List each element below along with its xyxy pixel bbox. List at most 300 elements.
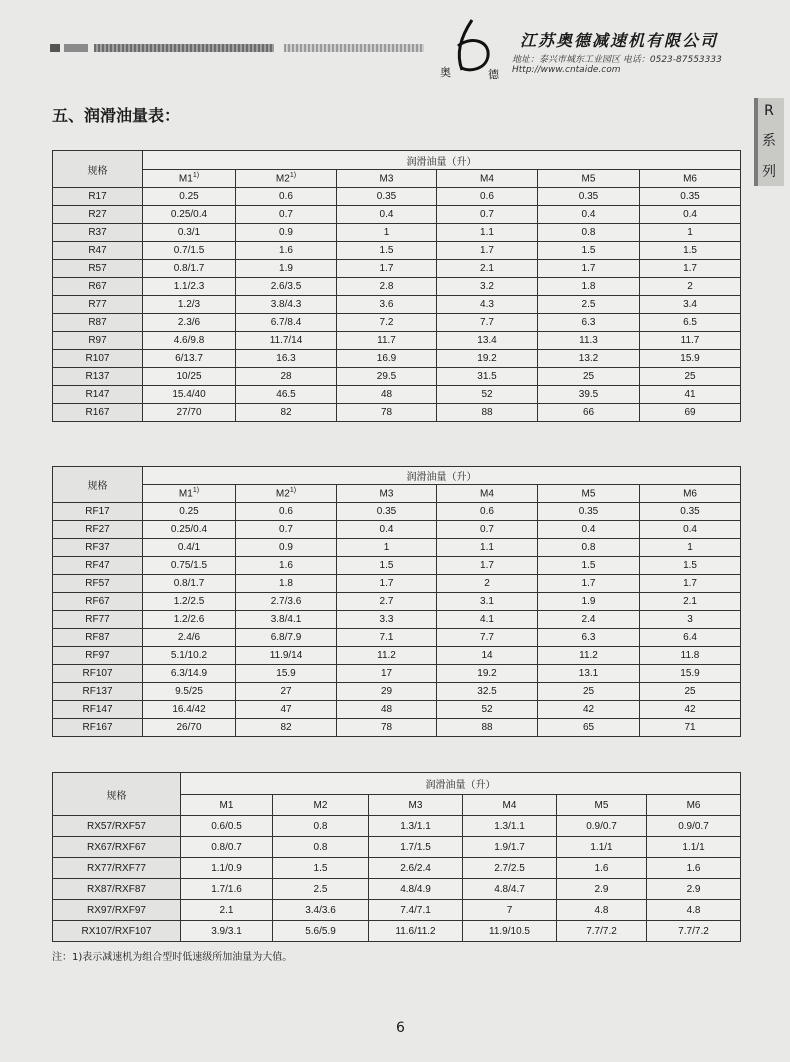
table-cell: 2.7 xyxy=(337,593,437,611)
table-cell: R27 xyxy=(53,206,143,224)
table-cell: 1.8 xyxy=(538,278,640,296)
table-row xyxy=(53,858,741,879)
header-stripe-3 xyxy=(94,44,274,52)
table-cell: 82 xyxy=(236,719,337,737)
table-cell: 0.9 xyxy=(236,224,337,242)
table-cell: 48 xyxy=(337,701,437,719)
table-cell: RF87 xyxy=(53,629,143,647)
table-cell: 0.4/1 xyxy=(143,539,236,557)
table-cell: 2.6/3.5 xyxy=(236,278,337,296)
table-row xyxy=(53,521,741,539)
column-header xyxy=(538,485,640,503)
table-cell: 0.35 xyxy=(538,188,640,206)
table-cell: 1.7 xyxy=(640,260,741,278)
table-cell: 4.8 xyxy=(557,900,647,921)
table-cell: 1.7 xyxy=(337,260,437,278)
table-row xyxy=(53,296,741,314)
table-cell: 9.5/25 xyxy=(143,683,236,701)
oil-table-rf-series xyxy=(52,466,741,737)
table-cell: 3.6 xyxy=(337,296,437,314)
table-cell: 4.8/4.9 xyxy=(369,879,463,900)
table-cell: 11.9/14 xyxy=(236,647,337,665)
column-header xyxy=(337,485,437,503)
table-row xyxy=(53,665,741,683)
table-cell: 1.5 xyxy=(640,557,741,575)
table-cell: 0.9/0.7 xyxy=(557,816,647,837)
table-cell: 42 xyxy=(640,701,741,719)
table-cell: 2.1 xyxy=(181,900,273,921)
table-cell: 1 xyxy=(337,224,437,242)
header-stripe-1 xyxy=(50,44,60,52)
table-cell: 1.7 xyxy=(538,575,640,593)
table-cell: 3.8/4.3 xyxy=(236,296,337,314)
company-logo xyxy=(436,18,508,80)
table-cell: 25 xyxy=(538,683,640,701)
table-cell: 1.9 xyxy=(236,260,337,278)
column-header xyxy=(181,795,273,816)
table-row xyxy=(53,242,741,260)
table-cell: 32.5 xyxy=(437,683,538,701)
oil-table-rx-series xyxy=(52,772,741,942)
table-cell: 2.9 xyxy=(557,879,647,900)
table-cell: 1.5 xyxy=(337,557,437,575)
table-cell: 4.8 xyxy=(647,900,741,921)
table-cell: 7.1 xyxy=(337,629,437,647)
table-row xyxy=(53,386,741,404)
table-row xyxy=(53,629,741,647)
table-row xyxy=(53,188,741,206)
table-cell: 6.8/7.9 xyxy=(236,629,337,647)
table-row xyxy=(53,701,741,719)
column-header xyxy=(143,485,236,503)
table-cell: 11.2 xyxy=(337,647,437,665)
table-cell: 82 xyxy=(236,404,337,422)
table-cell: 71 xyxy=(640,719,741,737)
table-cell: 0.7 xyxy=(437,206,538,224)
table-cell: 1.7 xyxy=(337,575,437,593)
header-stripe-4 xyxy=(284,44,424,52)
table-cell: 1.3/1.1 xyxy=(463,816,557,837)
table-cell: 1.9 xyxy=(538,593,640,611)
table-cell: 0.25 xyxy=(143,503,236,521)
table-cell: 0.6 xyxy=(437,188,538,206)
table-cell: R87 xyxy=(53,314,143,332)
table-cell: R167 xyxy=(53,404,143,422)
table-cell: 0.75/1.5 xyxy=(143,557,236,575)
table-cell: 1.6 xyxy=(557,858,647,879)
table-cell: RF97 xyxy=(53,647,143,665)
table-cell: 0.4 xyxy=(538,206,640,224)
table-cell: 0.7/1.5 xyxy=(143,242,236,260)
table-cell: 15.9 xyxy=(640,350,741,368)
table-cell: R147 xyxy=(53,386,143,404)
table-cell: RF137 xyxy=(53,683,143,701)
company-name: 江苏奥德减速机有限公司 xyxy=(520,31,719,50)
table-cell: 0.7 xyxy=(236,521,337,539)
table-cell: 1.9/1.7 xyxy=(463,837,557,858)
table-cell: 0.8 xyxy=(273,837,369,858)
table-cell: 4.8/4.7 xyxy=(463,879,557,900)
table-cell: 7 xyxy=(463,900,557,921)
table-cell: 2.8 xyxy=(337,278,437,296)
column-header-label: M3 xyxy=(379,488,394,500)
table-cell: 11.6/11.2 xyxy=(369,921,463,942)
table-cell: 1 xyxy=(640,224,741,242)
table-cell: 17 xyxy=(337,665,437,683)
column-header-footnote-mark: 1) xyxy=(289,487,297,495)
table-cell: RF107 xyxy=(53,665,143,683)
table-cell: 0.35 xyxy=(640,503,741,521)
table-cell: RF67 xyxy=(53,593,143,611)
table-cell: 1.2/3 xyxy=(143,296,236,314)
table-cell: 2.7/3.6 xyxy=(236,593,337,611)
table-row xyxy=(53,350,741,368)
table-cell: 78 xyxy=(337,719,437,737)
table-cell: 0.8 xyxy=(273,816,369,837)
column-header-label: M2 xyxy=(313,799,328,811)
table-cell: 1.7/1.6 xyxy=(181,879,273,900)
table-cell: 1.1/1 xyxy=(647,837,741,858)
table-cell: 2 xyxy=(437,575,538,593)
column-header-label: M4 xyxy=(480,173,494,185)
table-cell: 4.1 xyxy=(437,611,538,629)
table-cell: 1.2/2.6 xyxy=(143,611,236,629)
table-cell: 16.3 xyxy=(236,350,337,368)
column-header xyxy=(557,795,647,816)
table-cell: 1.5 xyxy=(538,557,640,575)
table-cell: 0.4 xyxy=(640,206,741,224)
table-cell: 28 xyxy=(236,368,337,386)
table-cell: 27 xyxy=(236,683,337,701)
table-row xyxy=(53,503,741,521)
column-header xyxy=(369,795,463,816)
table-cell: 0.6 xyxy=(437,503,538,521)
series-side-tab xyxy=(754,98,784,186)
table-cell: 1.1 xyxy=(437,539,538,557)
table-cell: 3.4/3.6 xyxy=(273,900,369,921)
table-cell: 15.4/40 xyxy=(143,386,236,404)
table-cell: 1.3/1.1 xyxy=(369,816,463,837)
table-cell: 25 xyxy=(640,368,741,386)
table-cell: 29 xyxy=(337,683,437,701)
table-cell: 7.2 xyxy=(337,314,437,332)
table-cell: 3.8/4.1 xyxy=(236,611,337,629)
table-cell: 0.4 xyxy=(640,521,741,539)
table-cell: 15.9 xyxy=(236,665,337,683)
table-cell: 11.7 xyxy=(640,332,741,350)
table-cell: 1.7/1.5 xyxy=(369,837,463,858)
table-cell: 1.1/2.3 xyxy=(143,278,236,296)
section-title: 五、润滑油量表： xyxy=(52,106,181,125)
table-cell: 2.1 xyxy=(640,593,741,611)
group-header: 润滑油量（升） xyxy=(143,151,741,170)
table-cell: 2.9 xyxy=(647,879,741,900)
group-header: 润滑油量（升） xyxy=(143,467,741,485)
table-cell: 11.7 xyxy=(337,332,437,350)
table-cell: R57 xyxy=(53,260,143,278)
table-cell: 1 xyxy=(337,539,437,557)
table-cell: RX67/RXF67 xyxy=(53,837,181,858)
table-cell: RF77 xyxy=(53,611,143,629)
header-stripe-2 xyxy=(64,44,88,52)
table-cell: RX97/RXF97 xyxy=(53,900,181,921)
table-cell: 0.4 xyxy=(337,521,437,539)
side-tab-bar xyxy=(754,98,758,186)
table-cell: 16.4/42 xyxy=(143,701,236,719)
table-cell: 7.7 xyxy=(437,629,538,647)
table-cell: 0.8 xyxy=(538,224,640,242)
table-cell: R137 xyxy=(53,368,143,386)
table-cell: 1.5 xyxy=(273,858,369,879)
logo-char-left: 奥 xyxy=(440,66,451,79)
table-cell: 0.35 xyxy=(337,503,437,521)
table-row xyxy=(53,314,741,332)
column-header-label: M5 xyxy=(581,173,596,185)
table-cell: 2.3/6 xyxy=(143,314,236,332)
table-cell: 1.5 xyxy=(640,242,741,260)
table-cell: 10/25 xyxy=(143,368,236,386)
table-cell: 69 xyxy=(640,404,741,422)
table-cell: RF27 xyxy=(53,521,143,539)
table-cell: 2.5 xyxy=(538,296,640,314)
table-cell: 13.4 xyxy=(437,332,538,350)
table-cell: 0.6 xyxy=(236,503,337,521)
table-cell: 78 xyxy=(337,404,437,422)
table-row xyxy=(53,575,741,593)
table-row xyxy=(53,206,741,224)
column-header xyxy=(337,170,437,188)
table-cell: 3.4 xyxy=(640,296,741,314)
table-cell: 6.4 xyxy=(640,629,741,647)
table-cell: 0.6 xyxy=(236,188,337,206)
column-header-label: M6 xyxy=(686,799,701,811)
table-cell: 1.2/2.5 xyxy=(143,593,236,611)
side-tab-char-1: 系 xyxy=(762,132,776,149)
table-cell: 46.5 xyxy=(236,386,337,404)
table-cell: 7.7 xyxy=(437,314,538,332)
table-row xyxy=(53,921,741,942)
table-row xyxy=(53,837,741,858)
table-cell: 1.7 xyxy=(640,575,741,593)
table-cell: 0.35 xyxy=(538,503,640,521)
table-cell: RF57 xyxy=(53,575,143,593)
column-header xyxy=(463,795,557,816)
column-header-label: M5 xyxy=(594,799,609,811)
table-cell: 11.7/14 xyxy=(236,332,337,350)
table-cell: 13.2 xyxy=(538,350,640,368)
table-cell: 26/70 xyxy=(143,719,236,737)
table-cell: 6.3 xyxy=(538,629,640,647)
table-cell: 27/70 xyxy=(143,404,236,422)
table-cell: 15.9 xyxy=(640,665,741,683)
column-header-footnote-mark: 1) xyxy=(289,172,297,180)
table-cell: 19.2 xyxy=(437,665,538,683)
spec-header: 规格 xyxy=(53,773,181,816)
table-cell: R77 xyxy=(53,296,143,314)
table-cell: 3.1 xyxy=(437,593,538,611)
table-cell: 0.3/1 xyxy=(143,224,236,242)
spec-header: 规格 xyxy=(53,467,143,503)
table-cell: 1.6 xyxy=(236,557,337,575)
table-cell: 1.5 xyxy=(337,242,437,260)
table-cell: 1 xyxy=(640,539,741,557)
table-cell: 1.7 xyxy=(538,260,640,278)
oil-table-r-series xyxy=(52,150,741,422)
table-cell: 29.5 xyxy=(337,368,437,386)
column-header-label: M1 xyxy=(178,488,193,500)
table-cell: 4.6/9.8 xyxy=(143,332,236,350)
table-cell: 6.3/14.9 xyxy=(143,665,236,683)
table-cell: 0.8 xyxy=(538,539,640,557)
table-cell: 1.5 xyxy=(538,242,640,260)
column-header xyxy=(437,485,538,503)
table-cell: 11.2 xyxy=(538,647,640,665)
table-cell: 11.3 xyxy=(538,332,640,350)
table-row xyxy=(53,557,741,575)
table-row xyxy=(53,683,741,701)
table-cell: 2 xyxy=(640,278,741,296)
table-cell: 41 xyxy=(640,386,741,404)
column-header-label: M2 xyxy=(275,173,290,185)
table-cell: 52 xyxy=(437,701,538,719)
table-cell: R97 xyxy=(53,332,143,350)
table-cell: 25 xyxy=(538,368,640,386)
column-header xyxy=(640,170,741,188)
side-tab-char-2: 列 xyxy=(762,163,776,180)
column-header-label: M1 xyxy=(219,799,234,811)
table-cell: RX87/RXF87 xyxy=(53,879,181,900)
table-cell: 52 xyxy=(437,386,538,404)
column-header-footnote-mark: 1) xyxy=(192,172,200,180)
table-cell: 6.7/8.4 xyxy=(236,314,337,332)
table-cell: 19.2 xyxy=(437,350,538,368)
spec-header: 规格 xyxy=(53,151,143,188)
table-cell: 0.8/1.7 xyxy=(143,260,236,278)
table-cell: 88 xyxy=(437,404,538,422)
table-cell: 0.25/0.4 xyxy=(143,521,236,539)
table-cell: RF47 xyxy=(53,557,143,575)
table-cell: 2.4/6 xyxy=(143,629,236,647)
table-cell: 0.9 xyxy=(236,539,337,557)
table-cell: 3.2 xyxy=(437,278,538,296)
table-row xyxy=(53,368,741,386)
column-header-label: M6 xyxy=(683,173,697,185)
table-row xyxy=(53,278,741,296)
table-row xyxy=(53,900,741,921)
table-row xyxy=(53,260,741,278)
table-cell: 5.6/5.9 xyxy=(273,921,369,942)
column-header xyxy=(437,170,538,188)
page-number: 6 xyxy=(396,1020,405,1036)
table-cell: 0.7 xyxy=(236,206,337,224)
table-row xyxy=(53,719,741,737)
table-cell: 6/13.7 xyxy=(143,350,236,368)
table-cell: 0.35 xyxy=(337,188,437,206)
table-cell: 42 xyxy=(538,701,640,719)
table-row xyxy=(53,539,741,557)
table-cell: 5.1/10.2 xyxy=(143,647,236,665)
table-row xyxy=(53,224,741,242)
table-cell: 0.25/0.4 xyxy=(143,206,236,224)
table-row xyxy=(53,593,741,611)
table-cell: RX57/RXF57 xyxy=(53,816,181,837)
table-row xyxy=(53,332,741,350)
table-cell: 3 xyxy=(640,611,741,629)
table-cell: 0.8/0.7 xyxy=(181,837,273,858)
table-cell: 7.4/7.1 xyxy=(369,900,463,921)
table-cell: 4.3 xyxy=(437,296,538,314)
group-header: 润滑油量（升） xyxy=(181,773,741,795)
table-cell: 0.4 xyxy=(337,206,437,224)
logo-char-right: 德 xyxy=(488,68,499,80)
table-cell: 2.5 xyxy=(273,879,369,900)
table-cell: 1.6 xyxy=(236,242,337,260)
table-cell: R17 xyxy=(53,188,143,206)
table-cell: RX107/RXF107 xyxy=(53,921,181,942)
column-header-label: M4 xyxy=(480,488,494,500)
column-header xyxy=(538,170,640,188)
table-cell: RF17 xyxy=(53,503,143,521)
column-header xyxy=(236,170,337,188)
table-cell: 0.8/1.7 xyxy=(143,575,236,593)
table-cell: 2.7/2.5 xyxy=(463,858,557,879)
company-website: Http://www.cntaide.com xyxy=(512,65,621,75)
table-cell: 25 xyxy=(640,683,741,701)
table-cell: 1.1/0.9 xyxy=(181,858,273,879)
column-header-footnote-mark: 1) xyxy=(192,487,200,495)
column-header xyxy=(273,795,369,816)
column-header-label: M5 xyxy=(581,488,596,500)
table-cell: 88 xyxy=(437,719,538,737)
column-header-label: M4 xyxy=(502,799,517,811)
table-cell: 11.8 xyxy=(640,647,741,665)
table-cell: 1.1/1 xyxy=(557,837,647,858)
table-cell: 2.1 xyxy=(437,260,538,278)
table-cell: 1.6 xyxy=(647,858,741,879)
table-cell: 0.35 xyxy=(640,188,741,206)
table-row xyxy=(53,879,741,900)
table-cell: 2.4 xyxy=(538,611,640,629)
column-header xyxy=(143,170,236,188)
column-header-label: M3 xyxy=(408,799,423,811)
table-row xyxy=(53,404,741,422)
table-cell: RF167 xyxy=(53,719,143,737)
table-cell: 0.25 xyxy=(143,188,236,206)
table-cell: 11.9/10.5 xyxy=(463,921,557,942)
column-header xyxy=(640,485,741,503)
table-cell: 7.7/7.2 xyxy=(557,921,647,942)
company-address: 地址：泰兴市城东工业园区 电话：0523-87553333 xyxy=(512,55,722,65)
table-cell: 0.7 xyxy=(437,521,538,539)
table-cell: 6.5 xyxy=(640,314,741,332)
table-cell: 47 xyxy=(236,701,337,719)
table-cell: 13.1 xyxy=(538,665,640,683)
table-row xyxy=(53,647,741,665)
table-cell: 3.9/3.1 xyxy=(181,921,273,942)
table-cell: 0.9/0.7 xyxy=(647,816,741,837)
table-cell: 16.9 xyxy=(337,350,437,368)
column-header xyxy=(236,485,337,503)
table-cell: 66 xyxy=(538,404,640,422)
table-cell: 48 xyxy=(337,386,437,404)
table-row xyxy=(53,816,741,837)
table-cell: 0.6/0.5 xyxy=(181,816,273,837)
table-cell: 3.3 xyxy=(337,611,437,629)
table-cell: 7.7/7.2 xyxy=(647,921,741,942)
table-cell: RF147 xyxy=(53,701,143,719)
table-cell: 1.1 xyxy=(437,224,538,242)
table-cell: R37 xyxy=(53,224,143,242)
